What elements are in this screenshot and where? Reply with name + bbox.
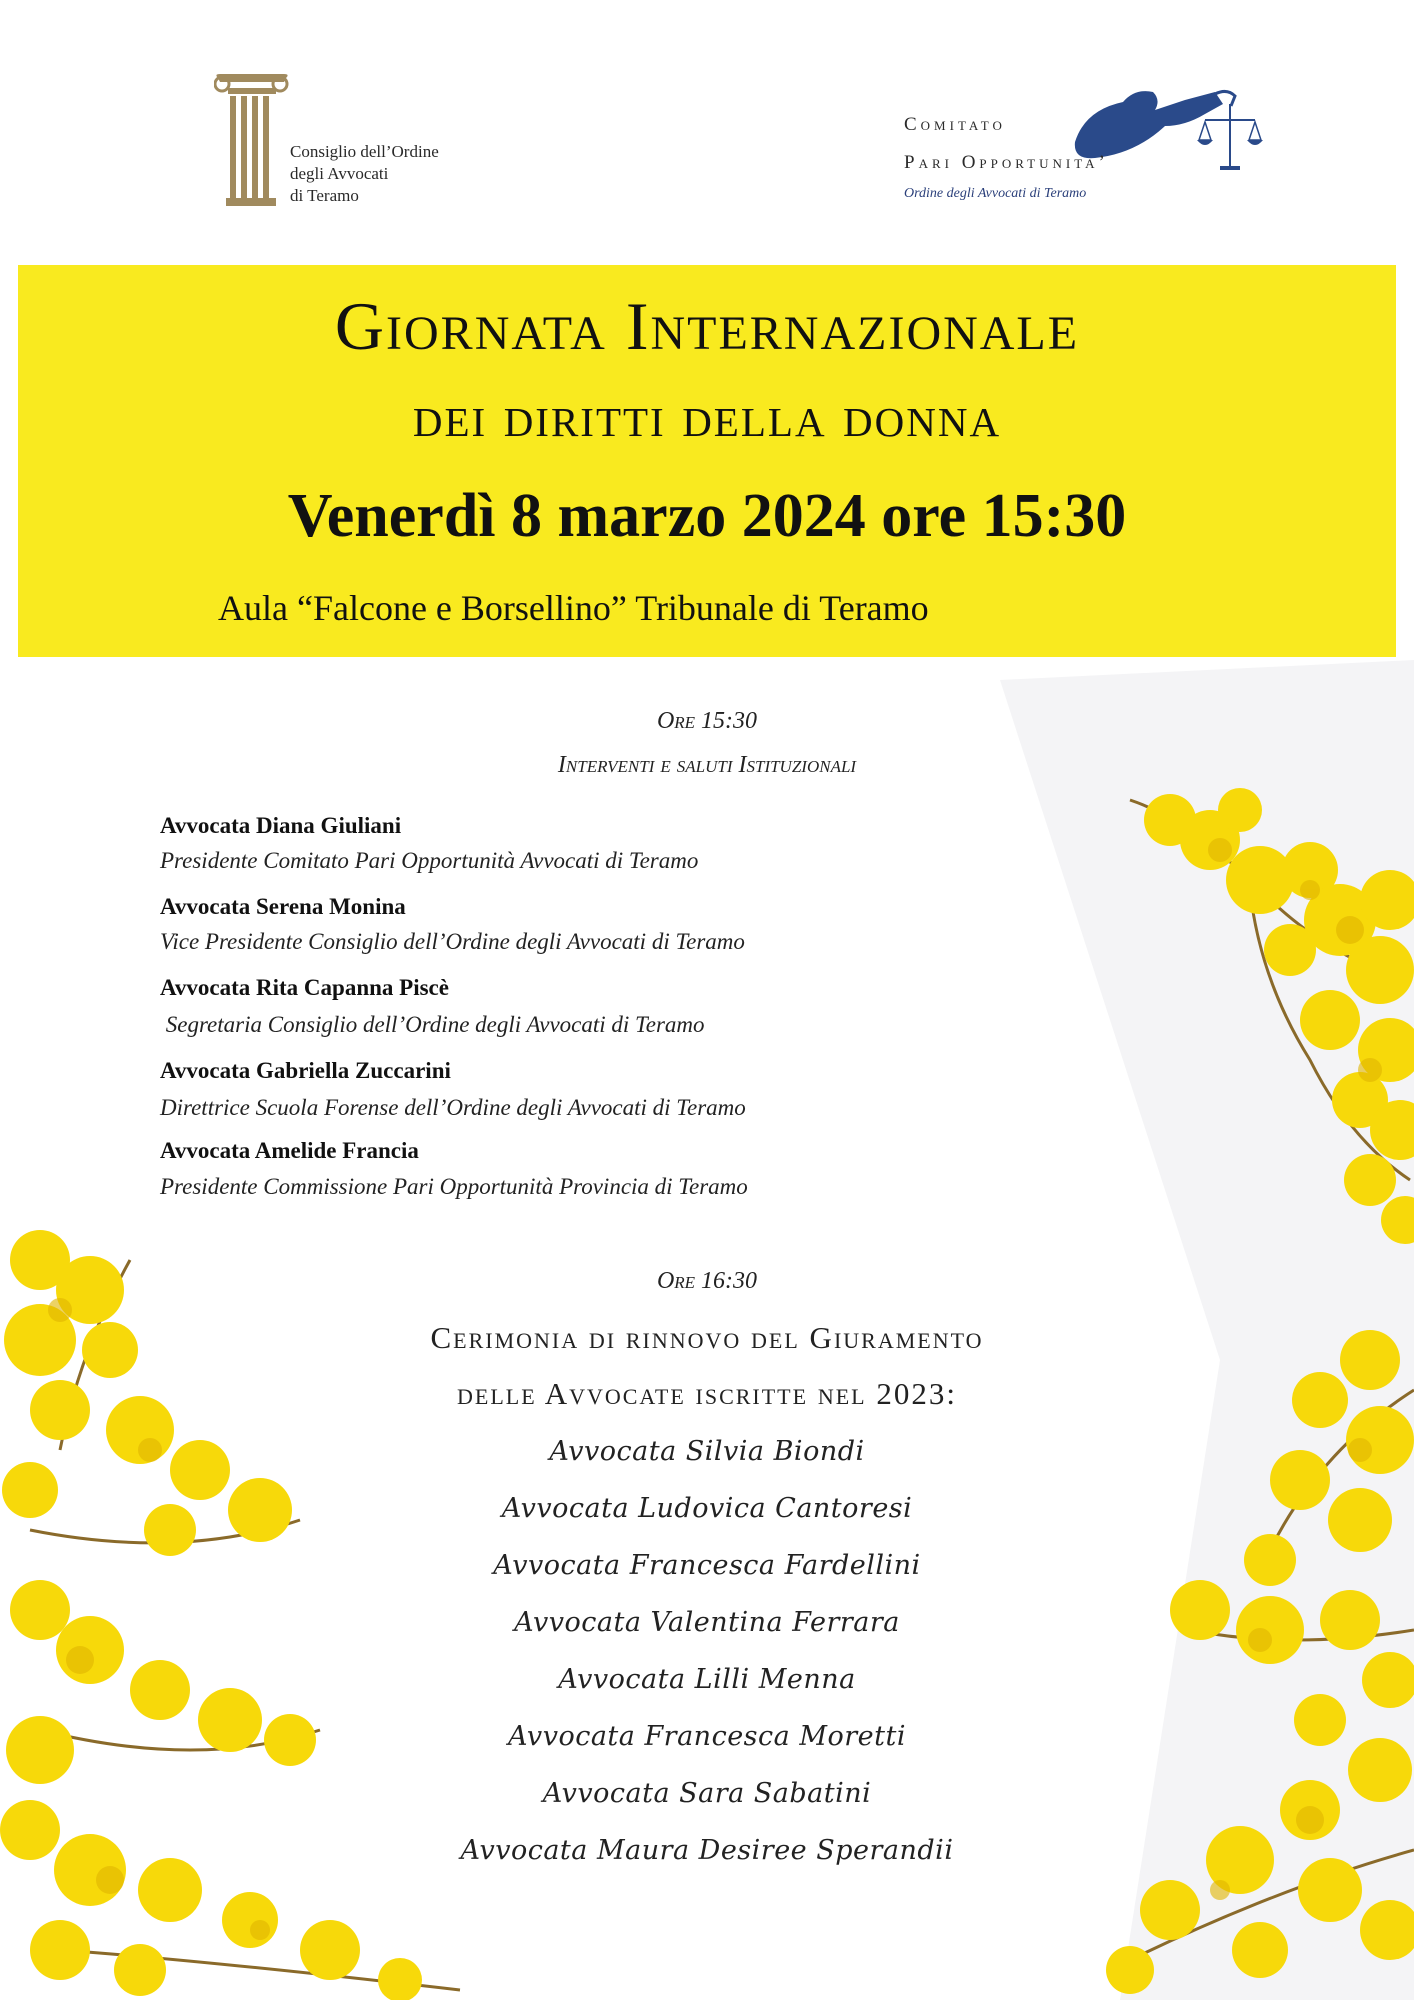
column-icon <box>214 72 294 212</box>
list-item: Avvocata Silvia Biondi <box>549 1436 865 1467</box>
session1-title: Interventi e saluti Istituzionali <box>557 752 857 778</box>
speaker-role: Segretaria Consiglio dell’Ordine degli Avvocati di Teramo <box>160 1012 705 1037</box>
logo-left-line-2: degli Avvocati <box>290 164 389 183</box>
list-item: Avvocata Valentina Ferrara <box>514 1607 900 1638</box>
list-item: Avvocata Maura Desiree Sperandii <box>460 1835 954 1866</box>
logo-right-line-1: Comitato <box>904 114 1006 135</box>
logo-comitato-pari-opportunita <box>900 70 1280 220</box>
session2-title-line-2: delle Avvocate iscritte nel 2023: <box>457 1376 957 1411</box>
logo-right-line-3: Ordine degli Avvocati di Teramo <box>904 186 1087 201</box>
speaker-name: Avvocata Gabriella Zuccarini <box>160 1058 451 1083</box>
speaker-role: Vice Presidente Consiglio dell’Ordine degli Avvocati di Teramo <box>160 929 745 954</box>
session2-time: Ore 16:30 <box>656 1268 758 1294</box>
title-banner <box>18 265 1396 657</box>
list-item: Avvocata Ludovica Cantoresi <box>501 1493 913 1524</box>
list-item: Avvocata Lilli Menna <box>558 1664 856 1695</box>
list-item: Avvocata Sara Sabatini <box>542 1778 872 1809</box>
speaker-name: Avvocata Diana Giuliani <box>160 813 402 838</box>
list-item: Avvocata Francesca Moretti <box>508 1721 906 1752</box>
list-item: Avvocata Francesca Fardellini <box>493 1550 921 1581</box>
banner-venue: Aula “Falcone e Borsellino” Tribunale di Teramo <box>218 588 929 628</box>
speaker-role: Presidente Commissione Pari Opportunità Provincia di Teramo <box>160 1174 748 1199</box>
speaker-name: Avvocata Serena Monina <box>160 894 406 919</box>
logo-left-line-3: di Teramo <box>290 186 359 205</box>
session2-title-line-1: Cerimonia di rinnovo del Giuramento <box>430 1320 984 1355</box>
banner-title-line-1: Giornata Internazionale <box>334 288 1080 364</box>
logo-right-line-2: Pari Opportunita’ <box>904 152 1109 173</box>
session1-time: Ore 15:30 <box>656 708 758 734</box>
banner-title-line-2: dei diritti della donna <box>412 384 1002 449</box>
logo-consiglio-ordine <box>214 72 534 212</box>
speaker-role: Presidente Comitato Pari Opportunità Avvocati di Teramo <box>160 848 699 873</box>
speaker-name: Avvocata Amelide Francia <box>160 1138 419 1163</box>
banner-date: Venerdì 8 marzo 2024 ore 15:30 <box>287 482 1127 550</box>
speaker-name: Avvocata Rita Capanna Piscè <box>160 975 449 1000</box>
logo-left-line-1: Consiglio dell’Ordine <box>290 142 439 161</box>
speaker-role: Direttrice Scuola Forense dell’Ordine degli Avvocati di Teramo <box>160 1095 746 1120</box>
